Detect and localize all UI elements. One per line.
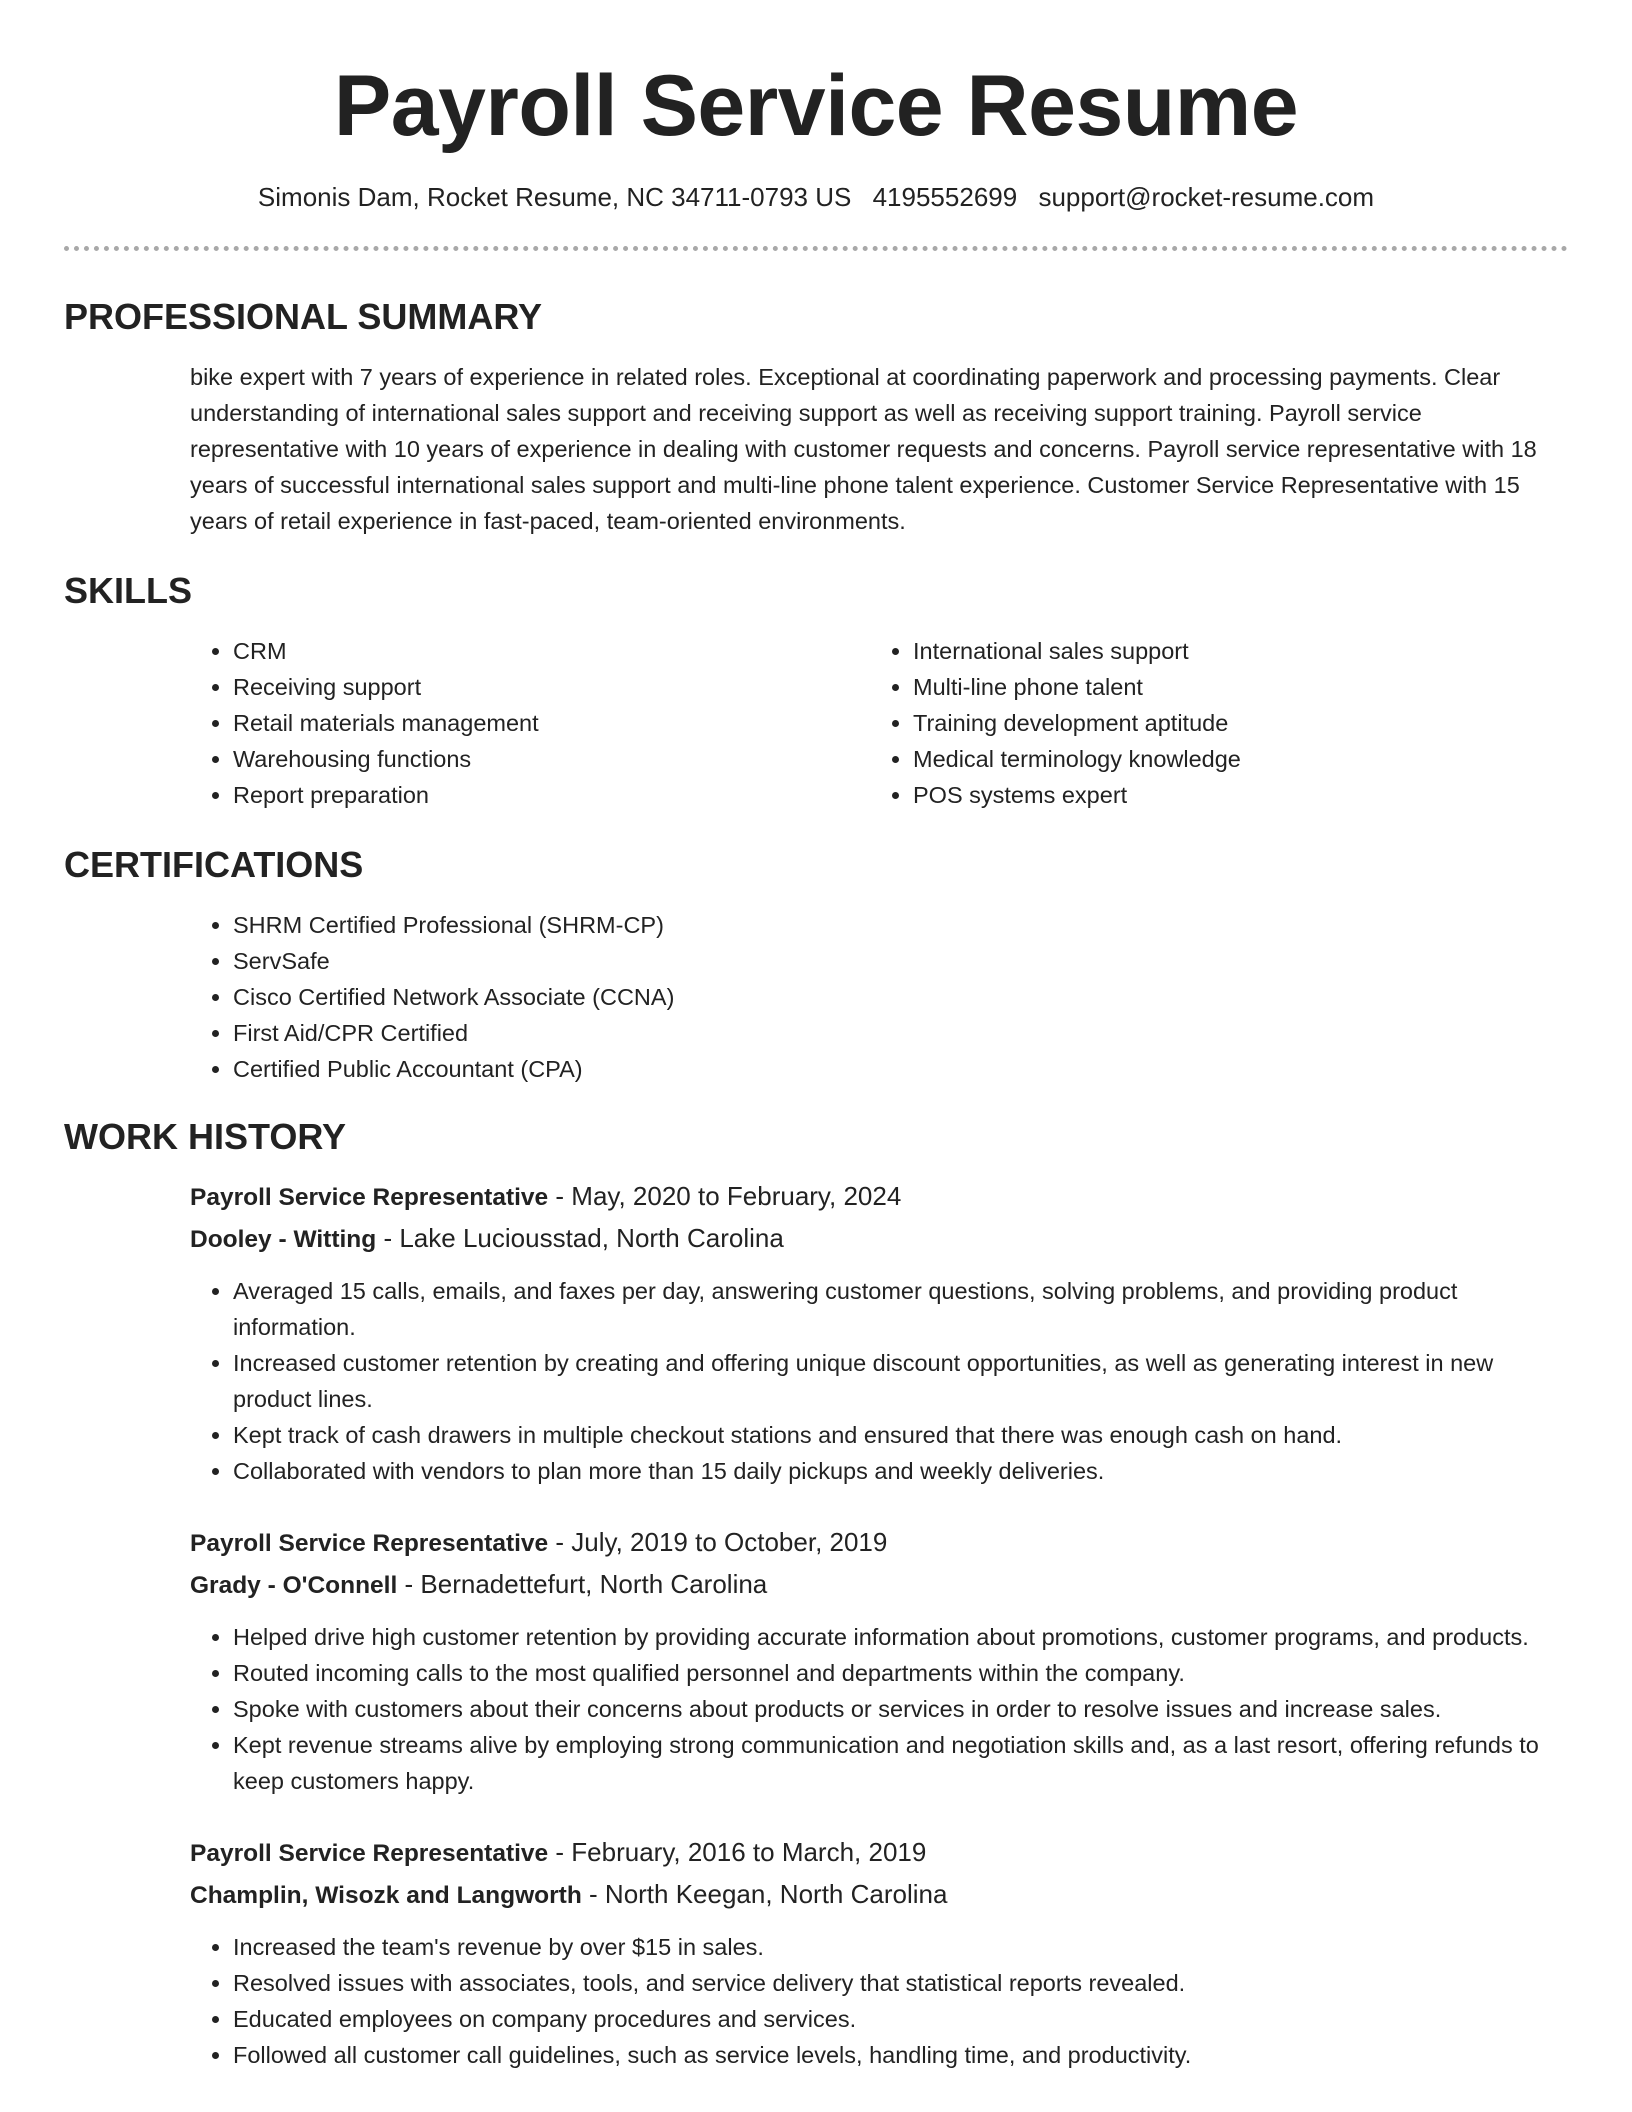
certification-item: • ServSafe bbox=[233, 943, 1568, 979]
job-bullet: • Followed all customer call guidelines, such as service levels, handling time, and productivity. bbox=[233, 2037, 1568, 2073]
job-bullets bbox=[190, 1273, 1568, 1489]
skill-item: • International sales support bbox=[913, 633, 1550, 669]
job-dates: - February, 2016 to March, 2019 bbox=[555, 1837, 927, 1867]
job-company: Grady - O'Connell bbox=[190, 1572, 398, 1599]
skills-section bbox=[64, 569, 1568, 813]
job-title: Payroll Service Representative bbox=[190, 1840, 549, 1867]
job-company-line bbox=[190, 1875, 1568, 1915]
job-company: Dooley - Witting bbox=[190, 1226, 377, 1253]
job-title-line bbox=[190, 1523, 1568, 1563]
certification-item: • First Aid/CPR Certified bbox=[233, 1015, 1568, 1051]
job-bullet: • Kept track of cash drawers in multiple checkout stations and ensured that there was enough cash on hand. bbox=[233, 1417, 1568, 1453]
job-title-line bbox=[190, 1177, 1568, 1217]
skill-item: • CRM bbox=[233, 633, 870, 669]
job-title: Payroll Service Representative bbox=[190, 1530, 549, 1557]
skill-item: • Warehousing functions bbox=[233, 741, 870, 777]
skill-item: • Multi-line phone talent bbox=[913, 669, 1550, 705]
summary-section bbox=[64, 295, 1568, 539]
job-location: - Bernadettefurt, North Carolina bbox=[404, 1569, 768, 1599]
job-bullet: • Routed incoming calls to the most qualified personnel and departments within the company. bbox=[233, 1655, 1568, 1691]
resume-title: Payroll Service Resume bbox=[333, 58, 1299, 154]
certification-item: • Cisco Certified Network Associate (CCNA) bbox=[233, 979, 1568, 1015]
job-bullet: • Spoke with customers about their concerns about products or services in order to resolve issues and increase sales. bbox=[233, 1691, 1568, 1727]
skill-item: • Retail materials management bbox=[233, 705, 870, 741]
skills-left-list bbox=[190, 633, 870, 813]
job-location: - Lake Luciousstad, North Carolina bbox=[383, 1223, 784, 1253]
job-company-line bbox=[190, 1219, 1568, 1259]
skill-item: • POS systems expert bbox=[913, 777, 1550, 813]
contact-line bbox=[64, 180, 1568, 214]
contact-email: support@rocket-resume.com bbox=[1038, 182, 1375, 212]
work-history-section bbox=[64, 1115, 1568, 2073]
job-title-line bbox=[190, 1833, 1568, 1873]
skills-right-column bbox=[870, 633, 1550, 813]
skills-columns bbox=[64, 633, 1568, 813]
certifications-heading: CERTIFICATIONS bbox=[64, 844, 364, 885]
job-bullet: • Averaged 15 calls, emails, and faxes per day, answering customer questions, solving problems, and providing product information. bbox=[233, 1273, 1568, 1345]
job-entry bbox=[190, 1523, 1568, 1799]
certification-item: • SHRM Certified Professional (SHRM-CP) bbox=[233, 907, 1568, 943]
job-bullet: • Kept revenue streams alive by employing strong communication and negotiation skills and, as a last resort, offering refunds to keep customers happy. bbox=[233, 1727, 1568, 1799]
job-dates: - July, 2019 to October, 2019 bbox=[555, 1527, 888, 1557]
skill-item: • Receiving support bbox=[233, 669, 870, 705]
job-dates: - May, 2020 to February, 2024 bbox=[555, 1181, 902, 1211]
skills-right-list bbox=[870, 633, 1550, 813]
job-bullets bbox=[190, 1929, 1568, 2073]
job-bullet: • Collaborated with vendors to plan more than 15 daily pickups and weekly deliveries. bbox=[233, 1453, 1568, 1489]
contact-address: Simonis Dam, Rocket Resume, NC 34711-0793 US bbox=[257, 182, 852, 212]
certifications-list bbox=[190, 907, 1568, 1087]
summary-text: bike expert with 7 years of experience in related roles. Exceptional at coordinating paperwork and processing payments. Clear understanding of international sales support and receiving support as well as receiving support training. Payroll service representative with 10 years of experience in dealing with customer requests and concerns. Payroll service representative with 18 years of successful international sales support and multi-line phone talent experience. Customer Service Representative with 15 years of retail experience in fast-paced, team-oriented environments. bbox=[190, 364, 1537, 534]
job-entry bbox=[190, 1833, 1568, 2073]
certifications-section bbox=[64, 843, 1568, 1087]
job-bullet: • Resolved issues with associates, tools, and service delivery that statistical reports revealed. bbox=[233, 1965, 1568, 2001]
job-title: Payroll Service Representative bbox=[190, 1184, 549, 1211]
job-bullet: • Increased the team's revenue by over $15 in sales. bbox=[233, 1929, 1568, 1965]
skill-item: • Medical terminology knowledge bbox=[913, 741, 1550, 777]
job-location: - North Keegan, North Carolina bbox=[589, 1879, 948, 1909]
work-history-body bbox=[64, 1177, 1568, 2073]
skill-item: • Report preparation bbox=[233, 777, 870, 813]
certification-item: • Certified Public Accountant (CPA) bbox=[233, 1051, 1568, 1087]
certifications-body bbox=[64, 907, 1568, 1087]
skills-heading: SKILLS bbox=[64, 570, 193, 611]
job-bullet: • Educated employees on company procedures and services. bbox=[233, 2001, 1568, 2037]
summary-heading: PROFESSIONAL SUMMARY bbox=[64, 296, 543, 337]
job-bullets bbox=[190, 1619, 1568, 1799]
job-bullet: • Helped drive high customer retention by providing accurate information about promotions, customer programs, and products. bbox=[233, 1619, 1568, 1655]
skill-item: • Training development aptitude bbox=[913, 705, 1550, 741]
skills-left-column bbox=[190, 633, 870, 813]
job-company: Champlin, Wisozk and Langworth bbox=[190, 1882, 582, 1909]
header-divider bbox=[64, 246, 1568, 251]
work-history-heading: WORK HISTORY bbox=[64, 1116, 347, 1157]
job-company-line bbox=[190, 1565, 1568, 1605]
job-bullet: • Increased customer retention by creating and offering unique discount opportunities, as well as generating interest in new product lines. bbox=[233, 1345, 1568, 1417]
contact-phone: 4195552699 bbox=[872, 182, 1018, 212]
job-entry bbox=[190, 1177, 1568, 1489]
